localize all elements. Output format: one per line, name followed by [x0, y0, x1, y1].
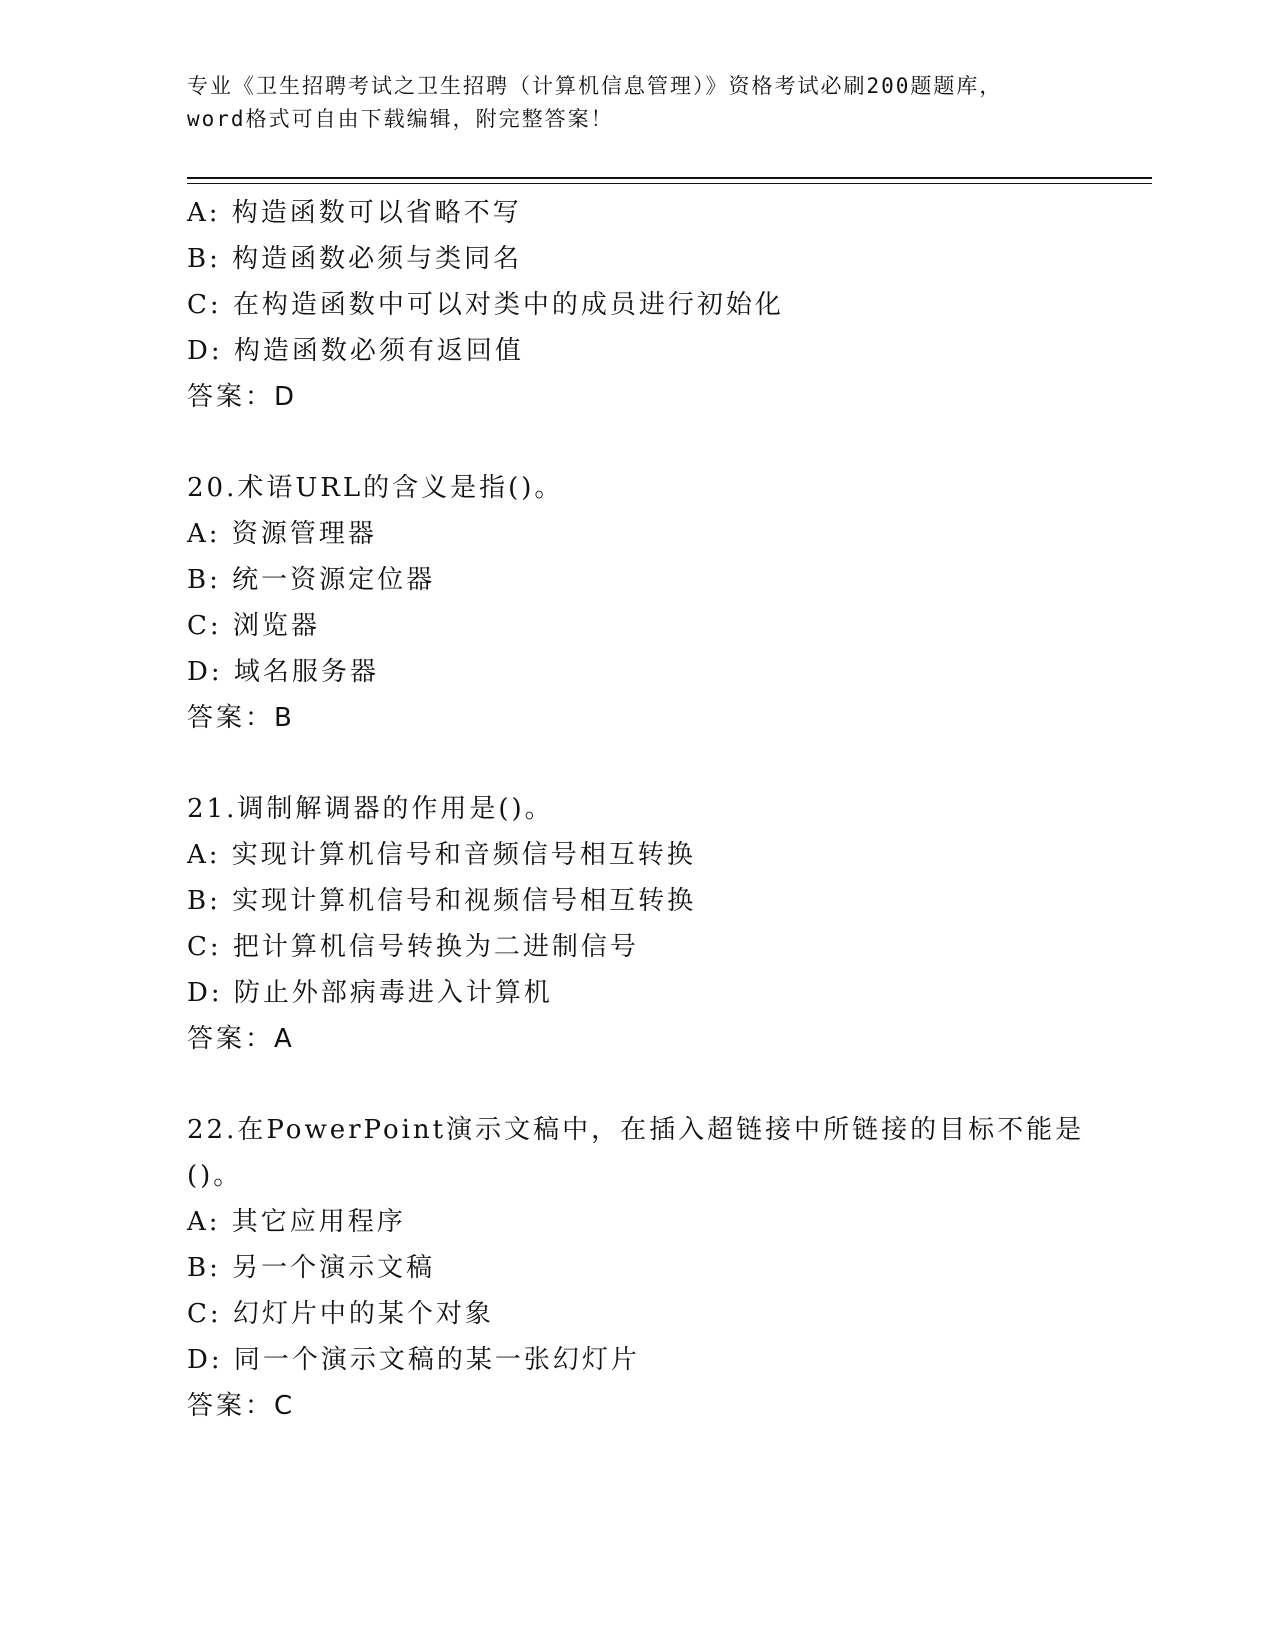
question-stem: 22.在PowerPoint演示文稿中，在插入超链接中所链接的目标不能是: [187, 1115, 1085, 1145]
option-d: D: 同一个演示文稿的某一张幻灯片: [187, 1345, 640, 1375]
document-header: [187, 70, 1087, 136]
question-21: [187, 786, 1152, 1062]
option-d: D: 域名服务器: [187, 657, 379, 687]
question-20: [187, 465, 1152, 741]
question-spacer: [187, 741, 1152, 786]
answer-line: 答案：C: [187, 1391, 296, 1421]
question-spacer: [187, 1062, 1152, 1107]
option-d: D: 防止外部病毒进入计算机: [187, 978, 553, 1008]
option-a: A: 构造函数可以省略不写: [187, 198, 522, 228]
question-list: [187, 190, 1152, 1429]
option-a: A: 其它应用程序: [187, 1207, 406, 1237]
header-title-line-1: 专业《卫生招聘考试之卫生招聘（计算机信息管理）》资格考试必刷200题题库，: [187, 74, 1003, 98]
option-c: C: 浏览器: [187, 611, 320, 641]
answer-line: 答案：A: [187, 1024, 295, 1054]
answer-line: 答案：B: [187, 703, 295, 733]
header-title-line-2: word格式可自由下载编辑，附完整答案！: [187, 107, 614, 131]
option-c: C: 把计算机信号转换为二进制信号: [187, 932, 639, 962]
option-a: A: 实现计算机信号和音频信号相互转换: [187, 840, 696, 870]
option-c: C: 在构造函数中可以对类中的成员进行初始化: [187, 290, 784, 320]
option-a: A: 资源管理器: [187, 519, 377, 549]
option-b: B: 另一个演示文稿: [187, 1253, 436, 1283]
option-b: B: 构造函数必须与类同名: [187, 244, 523, 274]
question-stem-continued: ()。: [187, 1161, 243, 1191]
question-19-partial: [187, 190, 1152, 420]
question-spacer: [187, 420, 1152, 465]
option-b: B: 实现计算机信号和视频信号相互转换: [187, 886, 697, 916]
header-divider: [187, 177, 1152, 184]
answer-line: 答案：D: [187, 382, 298, 412]
question-stem: 20.术语URL的含义是指()。: [187, 473, 564, 503]
option-d: D: 构造函数必须有返回值: [187, 336, 524, 366]
option-c: C: 幻灯片中的某个对象: [187, 1299, 494, 1329]
question-stem: 21.调制解调器的作用是()。: [187, 794, 554, 824]
option-b: B: 统一资源定位器: [187, 565, 436, 595]
question-22: [187, 1107, 1152, 1429]
